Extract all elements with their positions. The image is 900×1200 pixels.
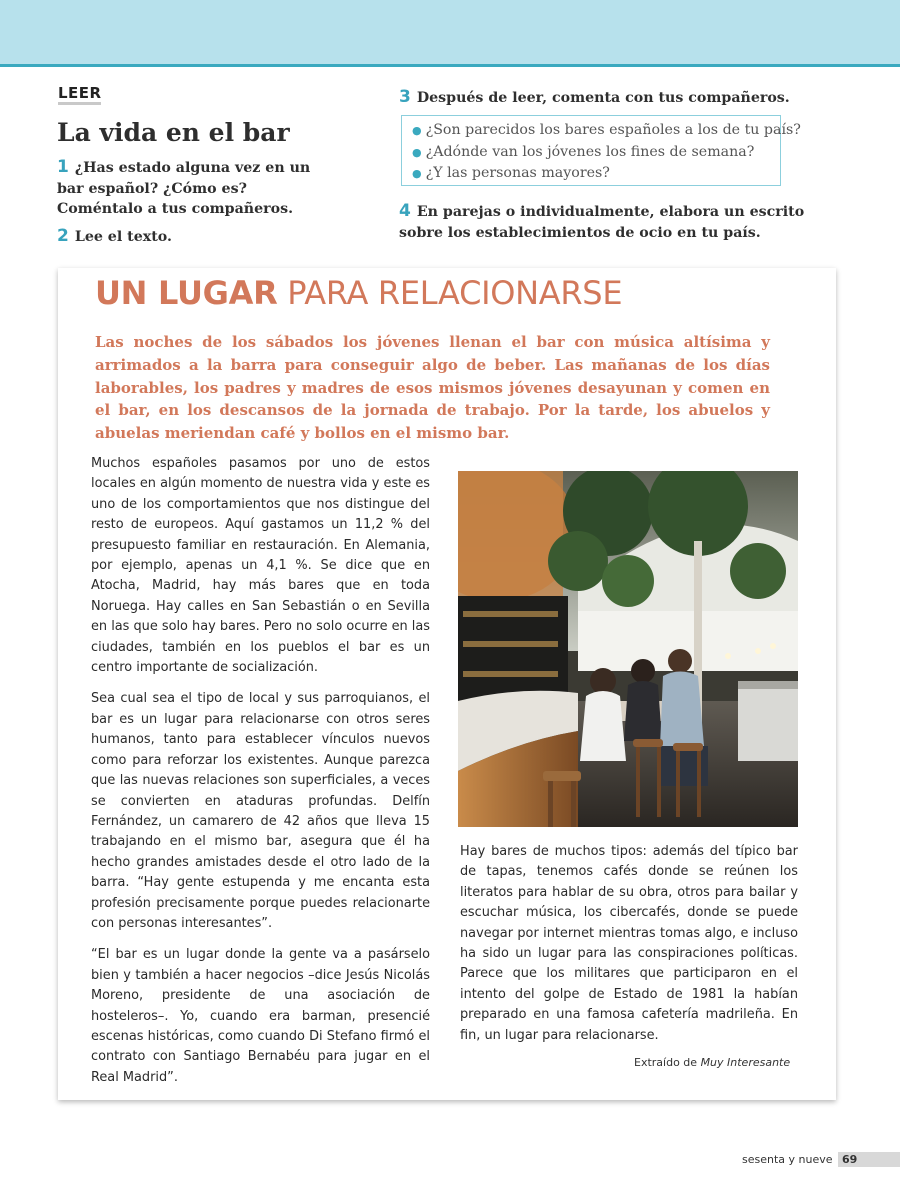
activity-1 <box>57 157 337 220</box>
bullet-icon: ● <box>412 167 422 180</box>
source-name: Muy Interesante <box>700 1056 791 1069</box>
activity-3 <box>399 87 819 109</box>
bar-interior-photo <box>458 471 798 827</box>
activity-text: ¿Has estado alguna vez en un bar español? ¿Cómo es? Coméntalo a tus compañeros. <box>57 160 311 217</box>
activity-4 <box>399 201 819 243</box>
photo-caption-text: Hay bares de muchos tipos: además del típico bar de tapas, tenemos cafés donde se reúnen los literatos para hablar de su obra, otros para bailar y escuchar música, los cibercafés, donde se puede navegar por internet mientras tomas algo, e incluso ha sido un lugar para las conspiraciones políticas. Parece que los militares que participaron en el intento del golpe de Estado de 1981 la habían preparado en una famosa cafetería madrileña. En fin, un lugar para relacionarse. <box>460 844 798 1043</box>
question-item: ● ¿Adónde van los jóvenes los fines de semana? <box>412 143 755 160</box>
article-title <box>95 274 622 312</box>
activity-text: En parejas o individualmente, elabora un escrito sobre los establecimientos de ocio en tu país. <box>399 204 805 241</box>
article-paragraph: Sea cual sea el tipo de local y sus parroquianos, el bar es un lugar para relacionarse con otros seres humanos, tanto para establecer vínculos nuevos como para reforzar los existentes. Aunque parezca que las nuevas relaciones son superficiales, a veces se convierten en ataduras profundas. Delfín Fernández, un camarero de 42 años que lleva 15 trabajando en el mismo bar, asegura que él ha hecho grandes amistades desde el otro lado de la barra. “Hay gente estupenda y me encanta esta profesión precisamente porque puedes relacionarte con personas interesantes”. <box>91 691 430 931</box>
article-paragraph: “El bar es un lugar donde la gente va a pasárselo bien y también a hacer negocios –dice Jesús Nicolás Moreno, presidente de una asociación de hosteleros–. Yo, cuando era barman, presencié escenas históricas, como cuando Di Stefano firmó el contrato con Santiago Bernabéu para jugar en el Real Madrid”. <box>91 947 430 1085</box>
bullet-icon: ● <box>412 145 422 159</box>
top-divider-line <box>0 64 900 67</box>
activity-text: Después de leer, comenta con tus compañeros. <box>416 90 790 106</box>
activity-number: 1 <box>57 157 69 177</box>
source-prefix: Extraído de <box>634 1056 701 1069</box>
activity-number: 2 <box>57 226 69 246</box>
top-color-band <box>0 0 900 64</box>
article-title-bold: UN LUGAR <box>95 274 278 312</box>
page-number-words: sesenta y nueve <box>742 1153 833 1166</box>
question-item: ● ¿Son parecidos los bares españoles a los de tu país? <box>412 122 801 138</box>
article-paragraph: Muchos españoles pasamos por uno de estos locales en algún momento de nuestra vida y este es uno de los comportamientos que nos distingue del resto de europeos. Aquí gastamos un 11,2 % del presupuesto familiar en restauración. En Alemania, por ejemplo, apenas un 4,1 %. Se dice que en Atocha, Madrid, hay más bares que en toda Noruega. Hay calles en San Sebastián o en Sevilla en las que solo hay bares. Pero no solo ocurre en las ciudades, también en los pueblos el bar es un centro importante de socialización. <box>91 456 431 676</box>
section-label: LEER <box>58 84 102 102</box>
article-lead: Las noches de los sábados los jóvenes llenan el bar con música altísima y arrimados a la barra para conseguir algo de beber. Las mañanas de los días laborables, los padres y madres de esos mismos jóvenes desayunan y comen en el bar, en los descansos de la jornada de trabajo. Por la tarde, los abuelos y abuelas meriendan café y bollos en el mismo bar. <box>95 333 770 443</box>
bullet-icon: ● <box>412 124 422 137</box>
discussion-questions-box <box>401 115 801 186</box>
activity-text: Lee el texto. <box>74 229 172 245</box>
activity-number: 4 <box>399 201 411 221</box>
article-source <box>634 1056 790 1069</box>
activity-2 <box>57 226 337 248</box>
activity-number: 3 <box>399 87 411 107</box>
article-title-light: PARA RELACIONARSE <box>277 274 623 312</box>
lesson-title: La vida en el bar <box>57 118 290 147</box>
section-label-underline <box>58 102 101 105</box>
page-number: 69 <box>842 1153 858 1166</box>
article-body <box>91 454 430 1099</box>
question-item: ● ¿Y las personas mayores? <box>412 165 610 181</box>
